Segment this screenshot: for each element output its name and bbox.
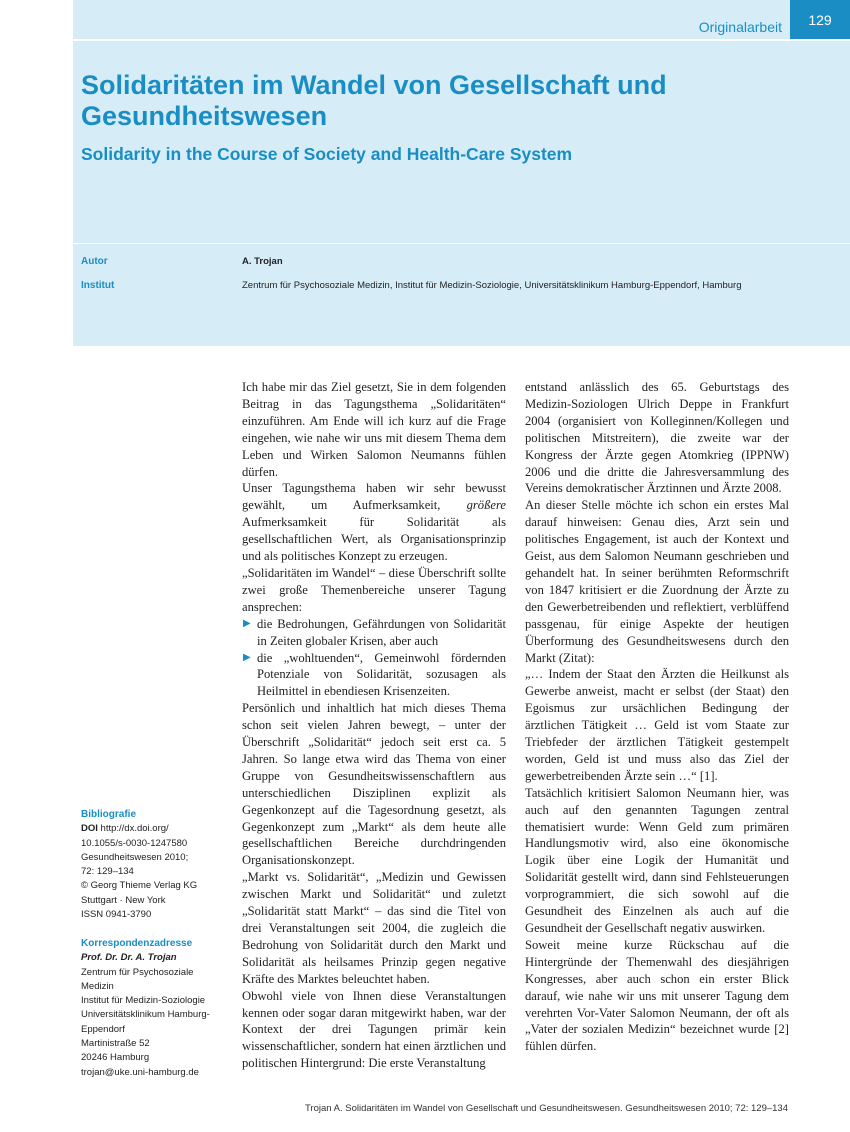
page-number: 129 — [790, 0, 850, 39]
bibliography-heading: Bibliografie — [81, 809, 137, 820]
author-label: Autor — [81, 256, 108, 267]
doi-line — [81, 822, 231, 836]
paragraph: Ich habe mir das Ziel gesetzt, Sie in dem folgenden Beitrag in das Tagungsthema „Solidaritäten“ einzuführen. Am Ende will ich kurz auf die Frage eingehen, wie nahe wir uns mit diesem Thema dem Leben und Wirken Salomon Neumanns fühlen dürfen. — [242, 380, 506, 479]
bib-line: 72: 129–134 — [81, 866, 134, 878]
header-rule — [73, 39, 850, 41]
correspondence-block — [81, 937, 231, 1080]
paragraph: Soweit meine kurze Rückschau auf die Hintergründe der Themenwahl des diesjährigen Kongresses, aber auch schon ein erster Blick darauf, wie nahe wir uns mit unserer Tagung dem verehrten Vor-Vater Salomon Neumann, der oft als „Vater der sozialen Medizin“ bezeichnet wurde [2] fühlen dürfen. — [525, 937, 789, 1054]
paragraph: „Markt vs. Solidarität“, „Medizin und Gewissen zwischen Markt und Solidarität“ und zuletzt „Solidarität statt Markt“ – das sind die Titel von drei Veranstaltungen seit 2004, die zugleich die Bedrohung von Solidarität durch den Markt und Solidarität als heilsames Prinzip gegen negative Kräfte des Marktes beleuchtet haben. — [242, 870, 506, 986]
meta-rule — [73, 243, 850, 244]
list-item: ▶ die Bedrohungen, Gefährdungen von Solidarität in Zeiten globaler Krisen, aber auch — [243, 616, 506, 648]
paragraph: Obwohl viele von Ihnen diese Veranstaltungen kennen oder sogar daran mitgewirkt haben, war der Kontext der drei Tagungen primär kein wissenschaftlicher, sondern hat einen ärztlichen und politischen Hintergrund: Die erste Veranstaltung — [242, 988, 506, 1071]
body-column-2 — [525, 379, 789, 1055]
correspondence-heading: Korrespondenzadresse — [81, 938, 193, 949]
paragraph: „Solidaritäten im Wandel“ – diese Überschrift sollte zwei große Themenbereiche unserer Tagung ansprechen: — [242, 565, 506, 614]
paragraph: Unser Tagungsthema haben wir sehr bewusst gewählt, um Aufmerksamkeit, größere Aufmerksamkeit für Solidarität als gesellschaftlichen Wert, als Organisationsprinzip und als politisches Konzept zu erzeugen. — [242, 481, 506, 564]
paragraph: entstand anlässlich des 65. Geburtstags des Medizin-Soziologen Ulrich Deppe in Frankfurt 2004 (organisiert von Kolleginnen/Kollegen und politischen Mitstreitern), die zweite war der Kongress der Ärzte gegen Atomkrieg (IPPNW) 2006 und die dritte die Jahresversammlung des Vereins demokratischer Ärztinnen und Ärzte 2008. — [525, 380, 789, 496]
bib-line: Stuttgart · New York — [81, 894, 166, 906]
article-subtitle: Solidarity in the Course of Society and Health-Care System — [81, 144, 573, 164]
paragraph: Persönlich und inhaltlich hat mich dieses Thema schon seit vielen Jahren bewegt, – unter der Überschrift „Solidarität“ jedoch seit erst ca. 5 Jahren. So lange etwa wird das Thema von einer Gruppe von Gesundheitswissenschaftlern aus unterschiedlichen Disziplinen explizit als Gegenkonzept auf die Tagesordnung gesetzt, als Gegenkonzept zum „Markt“ als dem heute alle gesellschaftlichen Bereiche durchdringenden Organisationskonzept. — [242, 701, 506, 868]
doi-value[interactable]: http://dx.doi.org/ — [100, 823, 169, 835]
institute-label: Institut — [81, 280, 115, 291]
institute-name: Zentrum für Psychosoziale Medizin, Institut für Medizin-Soziologie, Universitätsklinikum Hamburg-Eppendorf, Hamburg — [242, 280, 742, 291]
address-line: Martinistraße 52 — [81, 1038, 150, 1050]
emphasis: größere — [466, 498, 506, 513]
doi-value-cont[interactable]: 10.1055/s-0030-1247580 — [81, 837, 188, 849]
triangle-bullet-icon: ▶ — [243, 617, 251, 629]
quote-paragraph: „… Indem der Staat den Ärzten die Heilkunst als Gewerbe anweist, macht er selbst (der Staat) den Egoismus zur ursächlichen Bedingung der ärztlichen Tätigkeit … Geld ist vom Staate zur Triebfeder der ärztlichen Tätigkeit gestempelt worden, Geld ist und muss also das Ziel der gewerbetreibenden Ärzte sein …“ [1]. — [525, 667, 789, 783]
body-column-1 — [242, 379, 506, 1072]
address-line: Medizin — [81, 980, 114, 992]
paragraph: An dieser Stelle möchte ich schon ein erstes Mal darauf hinweisen: Genau dies, Arzt sein und politisches Engagement, ist auch der Kontext und Geist, aus dem Salomon Neumann geschrieben und gehandelt hat. In seiner berühmten Reformschrift von 1847 kritisiert er die Zuordnung der Ärzte zu den Gewerbetreibenden und reflektiert, verblüffend passgenau, für einige Aspekte der heutigen Überformung des Gesundheitswesens durch den Markt (Zitat): — [525, 498, 789, 665]
address-line: Institut für Medizin-Soziologie — [81, 995, 206, 1007]
address-line: 20246 Hamburg — [81, 1052, 150, 1064]
bibliography-block — [81, 808, 231, 922]
triangle-bullet-icon: ▶ — [243, 651, 251, 663]
paragraph: Tatsächlich kritisiert Salomon Neumann hier, was auch auf den genannten Tagungen zentral thematisiert wurde: Wenn Geld zum primären Handlungsmotiv wird, also eine ökonomische Logik über eine Logik der Humanität und Solidarität gestellt wird, dann sind Fehlsteuerungen vorprogrammiert, die sich sowohl auf die Gesundheit des Einzelnen als auch auf die Gesundheit der Gesellschaft negativ auswirken. — [525, 785, 789, 935]
list-item: ▶ die „wohltuenden“, Gemeinwohl fördernden Potenziale von Solidarität, sozusagen als Heilmittel in ebendiesen Krisenzeiten. — [243, 650, 506, 699]
address-line: Eppendorf — [81, 1023, 125, 1035]
bib-line: © Georg Thieme Verlag KG — [81, 880, 198, 892]
email-link[interactable]: trojan@uke.uni-hamburg.de — [81, 1066, 199, 1078]
doi-label: DOI — [81, 823, 98, 835]
header-band — [73, 0, 850, 346]
bib-line: ISSN 0941-3790 — [81, 909, 152, 921]
address-line: Zentrum für Psychosoziale — [81, 966, 194, 978]
author-name: A. Trojan — [242, 256, 283, 267]
address-line: Universitätsklinikum Hamburg- — [81, 1009, 210, 1021]
bib-line: Gesundheitswesen 2010; — [81, 851, 189, 863]
page-footer: Trojan A. Solidaritäten im Wandel von Gesellschaft und Gesundheitswesen. Gesundheitswesen 2010; 72: 129–134 — [304, 1103, 788, 1114]
section-label: Originalarbeit — [698, 19, 782, 35]
article-title: Solidaritäten im Wandel von Gesellschaft und Gesundheitswesen — [81, 70, 667, 131]
correspondence-name: Prof. Dr. Dr. A. Trojan — [81, 952, 177, 964]
bullet-list — [242, 616, 506, 701]
